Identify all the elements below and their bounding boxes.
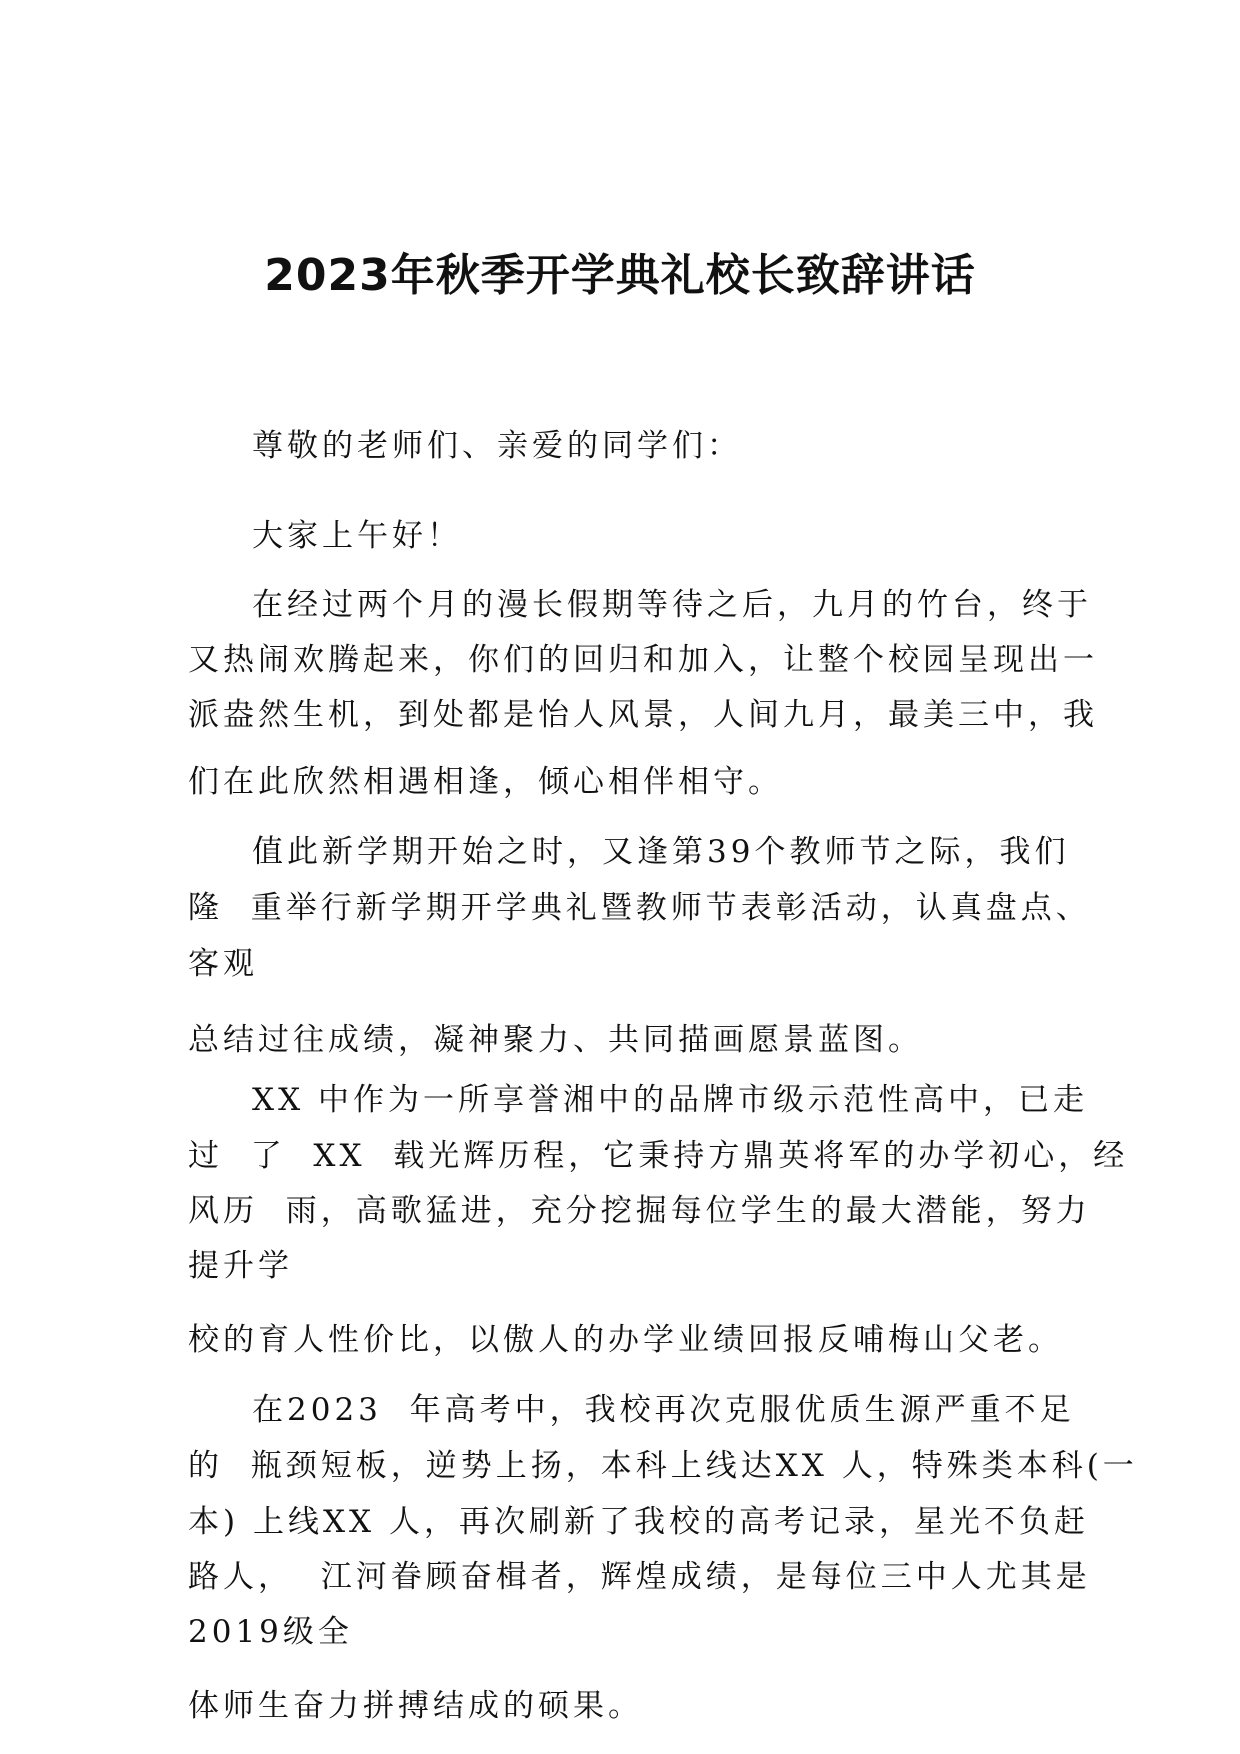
paragraph-line: XX 中作为一所享誉湘中的品牌市级示范性高中，已走 <box>252 1082 1088 1118</box>
paragraph-line: 又热闹欢腾起来，你们的回归和加入，让整个校园呈现出一 <box>188 642 1098 678</box>
paragraph-line: 本) 上线XX 人，再次刷新了我校的高考记录，星光不负赶 <box>188 1504 1089 1540</box>
paragraph-line: 校的育人性价比，以傲人的办学业绩回报反哺梅山父老。 <box>188 1322 1063 1358</box>
paragraph-line: 派盎然生机，到处都是怡人风景，人间九月，最美三中，我 <box>188 697 1098 733</box>
paragraph-line: 风历 雨，高歌猛进，充分挖掘每位学生的最大潜能，努力 <box>188 1193 1091 1229</box>
paragraph-line: 隆 重举行新学期开学典礼暨教师节表彰活动，认真盘点、 <box>188 890 1091 926</box>
paragraph-line: 值此新学期开始之时，又逢第39个教师节之际，我们 <box>252 834 1070 870</box>
paragraph-line: 路人， 江河眷顾奋楫者，辉煌成绩，是每位三中人尤其是 <box>188 1559 1091 1595</box>
document-title: 2023年秋季开学典礼校长致辞讲话 <box>264 250 976 301</box>
greeting-line: 大家上午好！ <box>252 518 462 554</box>
paragraph-line: 在2023 年高考中，我校再次克服优质生源严重不足 <box>252 1392 1075 1428</box>
salutation-line: 尊敬的老师们、亲爱的同学们： <box>252 428 742 464</box>
paragraph-line: 客观 <box>188 946 258 982</box>
paragraph-line: 提升学 <box>188 1248 293 1284</box>
paragraph-line: 2019级全 <box>188 1614 353 1650</box>
paragraph-line: 的 瓶颈短板，逆势上扬，本科上线达XX 人，特殊类本科(一 <box>188 1448 1138 1484</box>
paragraph-line: 总结过往成绩，凝神聚力、共同描画愿景蓝图。 <box>188 1022 923 1058</box>
paragraph-line: 们在此欣然相遇相逢，倾心相伴相守。 <box>188 764 783 800</box>
paragraph-line: 过 了 XX 载光辉历程，它秉持方鼎英将军的办学初心，经 <box>188 1138 1129 1174</box>
paragraph-line: 体师生奋力拼搏结成的硕果。 <box>188 1688 643 1724</box>
paragraph-line: 在经过两个月的漫长假期等待之后，九月的竹台，终于 <box>252 587 1092 623</box>
